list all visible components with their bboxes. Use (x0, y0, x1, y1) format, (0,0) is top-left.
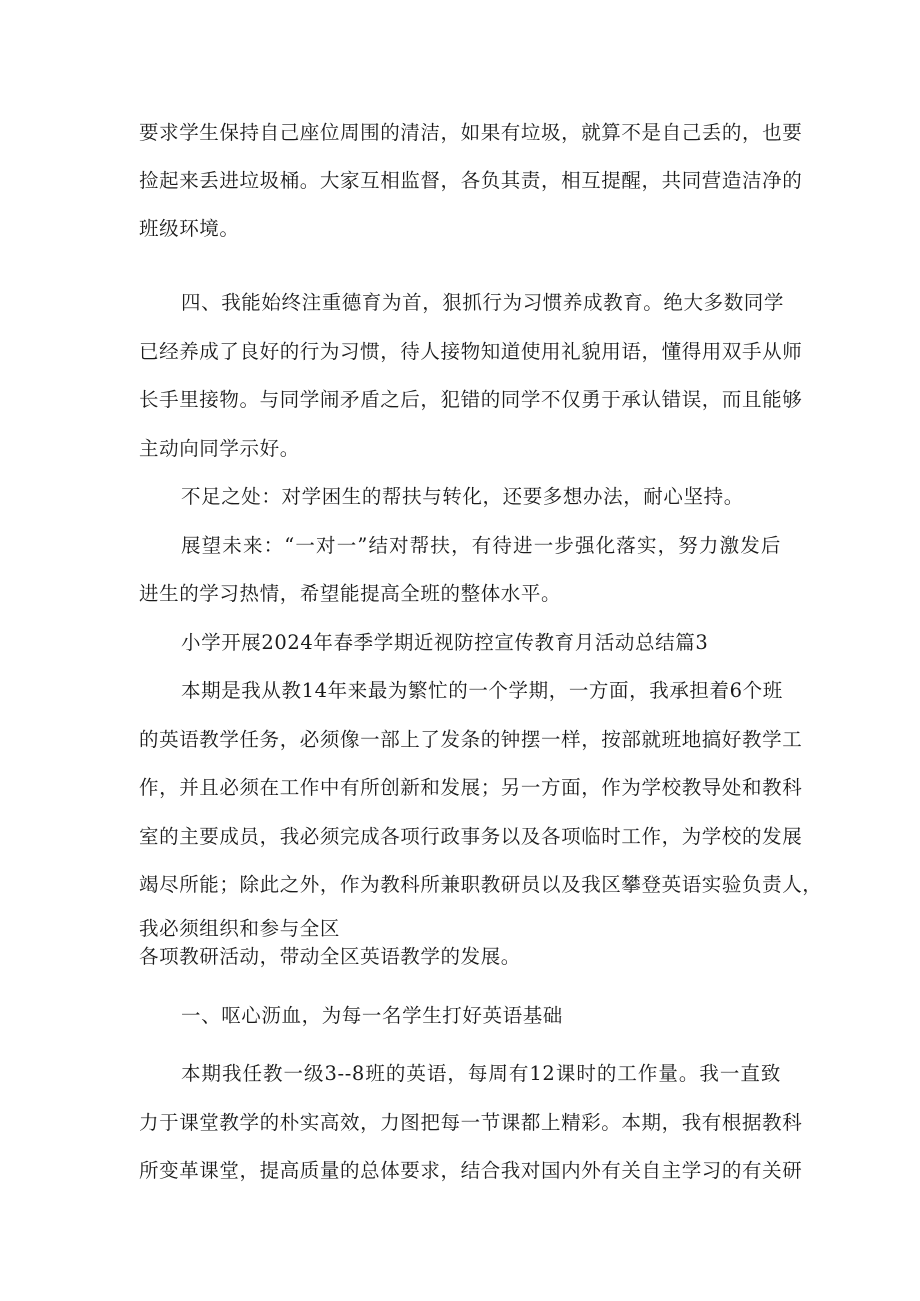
text-line: 班级环境。 (139, 217, 240, 240)
paragraph-first-line: 本期我任教一级3--8班的英语，每周有12课时的工作量。我一直致 (181, 1062, 781, 1085)
paragraph-first-line: 四、我能始终注重德育为首，狠抓行为习惯养成教育。绝大多数同学 (181, 291, 785, 314)
text-line: 所变革课堂，提高质量的总体要求，结合我对国内外有关自主学习的有关研 (139, 1159, 803, 1182)
text-line: 的英语教学任务，必须像一部上了发条的钟摆一样，按部就班地搞好教学工 (139, 728, 803, 751)
text-line: 各项教研活动，带动全区英语教学的发展。 (139, 945, 521, 968)
section-heading: 小学开展2024年春季学期近视防控宣传教育月活动总结篇3 (181, 631, 709, 654)
paragraph-first-line: 展望未来：“一对一”结对帮扶，有待进一步强化落实，努力激发后 (181, 534, 781, 557)
text-line: 要求学生保持自己座位周围的清洁，如果有垃圾，就算不是自己丢的，也要 (139, 121, 803, 144)
text-line: 作，并且必须在工作中有所创新和发展；另一方面，作为学校教导处和教科 (139, 776, 803, 799)
paragraph-first-line: 本期是我从教14年来最为繁忙的一个学期，一方面，我承担着6个班 (181, 679, 783, 702)
text-line: 室的主要成员，我必须完成各项行政事务以及各项临时工作，为学校的发展 (139, 825, 803, 848)
text-line: 长手里接物。与同学闹矛盾之后，犯错的同学不仅勇于承认错误，而且能够 (139, 388, 803, 411)
paragraph-first-line: 不足之处：对学困生的帮扶与转化，还要多想办法，耐心坚持。 (181, 485, 744, 508)
section-heading: 一、呕心沥血，为每一名学生打好英语基础 (181, 1004, 563, 1027)
text-line: 我必须组织和参与全区 (139, 917, 341, 940)
text-line: 进生的学习热情，希望能提高全班的整体水平。 (139, 582, 562, 605)
text-line: 力于课堂教学的朴实高效，力图把每一节课都上精彩。本期，我有根据教科 (139, 1111, 803, 1134)
text-line: 主动向同学示好。 (139, 437, 300, 460)
text-line: 竭尽所能；除此之外，作为教科所兼职教研员以及我区攀登英语实验负责人， (139, 873, 823, 896)
text-line: 已经养成了良好的行为习惯，待人接物知道使用礼貌用语，懂得用双手从师 (139, 340, 803, 363)
text-line: 捡起来丢进垃圾桶。大家互相监督，各负其责，相互提醒，共同营造洁净的 (139, 169, 803, 192)
